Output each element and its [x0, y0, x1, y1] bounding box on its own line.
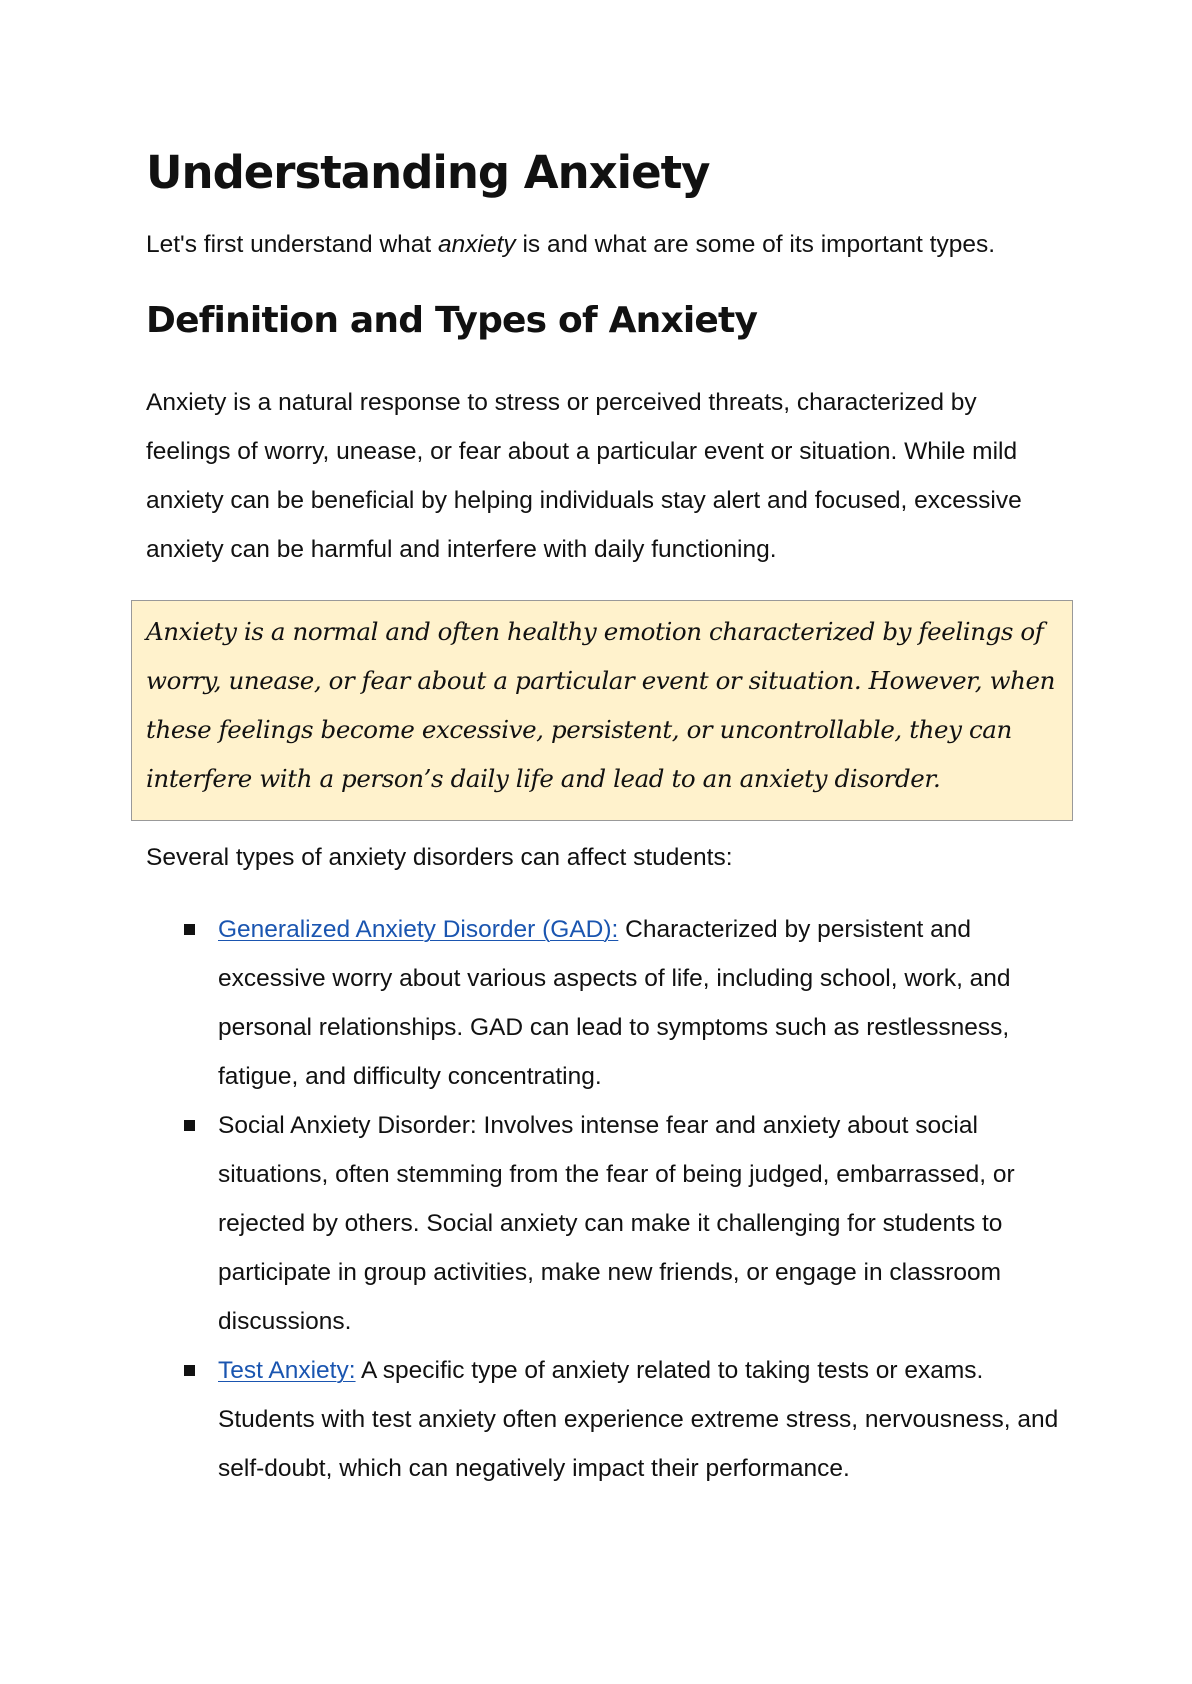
test-anxiety-description: A specific type of anxiety related to taking tests or exams. Students with test anxiety often experience extreme stress, nervousness, and self-doubt, which can negatively impact their performance. [218, 1357, 1059, 1482]
gad-description: Characterized by persistent and excessive worry about various aspects of life, including school, work, and personal relationships. GAD can lead to symptoms such as restlessness, fatigue, and difficulty concentrating. [218, 916, 1011, 1090]
gad-link[interactable]: Generalized Anxiety Disorder (GAD): [218, 916, 619, 943]
list-intro: Several types of anxiety disorders can affect students: [146, 844, 733, 871]
section-heading: Definition and Types of Anxiety [146, 300, 758, 341]
social-anxiety-label: Social Anxiety Disorder: [218, 1112, 477, 1139]
list-item-gad [146, 905, 1066, 1101]
intro-paragraph [146, 225, 995, 265]
social-anxiety-description: Involves intense fear and anxiety about social situations, often stemming from the fear of being judged, embarrassed, or rejected by others. Social anxiety can make it challenging for students to participate in group activities, make new friends, or engage in classroom discussions. [218, 1112, 1015, 1335]
intro-emphasis: anxiety [438, 231, 516, 258]
test-anxiety-link[interactable]: Test Anxiety: [218, 1357, 356, 1384]
square-bullet-icon [184, 1120, 195, 1131]
anxiety-types-list [146, 905, 1066, 1493]
square-bullet-icon [184, 924, 195, 935]
list-item-social-anxiety [146, 1101, 1066, 1346]
page-title: Understanding Anxiety [146, 146, 710, 199]
square-bullet-icon [184, 1365, 195, 1376]
intro-text-before: Let's first understand what [146, 231, 439, 258]
list-item-test-anxiety [146, 1346, 1066, 1493]
definition-paragraph: Anxiety is a natural response to stress or perceived threats, characterized by feelings of worry, unease, or fear about a particular event or situation. While mild anxiety can be beneficial by helping individuals stay alert and focused, excessive anxiety can be harmful and interfere with daily functioning. [146, 389, 1022, 563]
callout-text: Anxiety is a normal and often healthy emotion characterized by feelings of worry, unease, or fear about a particular event or situation. However, when these feelings become excessive, persistent, or uncontrollable, they can interfere with a person’s daily life and lead to an anxiety disorder. [146, 617, 1055, 793]
intro-text-after: is and what are some of its important types. [515, 231, 996, 258]
definition-callout [131, 600, 1073, 821]
